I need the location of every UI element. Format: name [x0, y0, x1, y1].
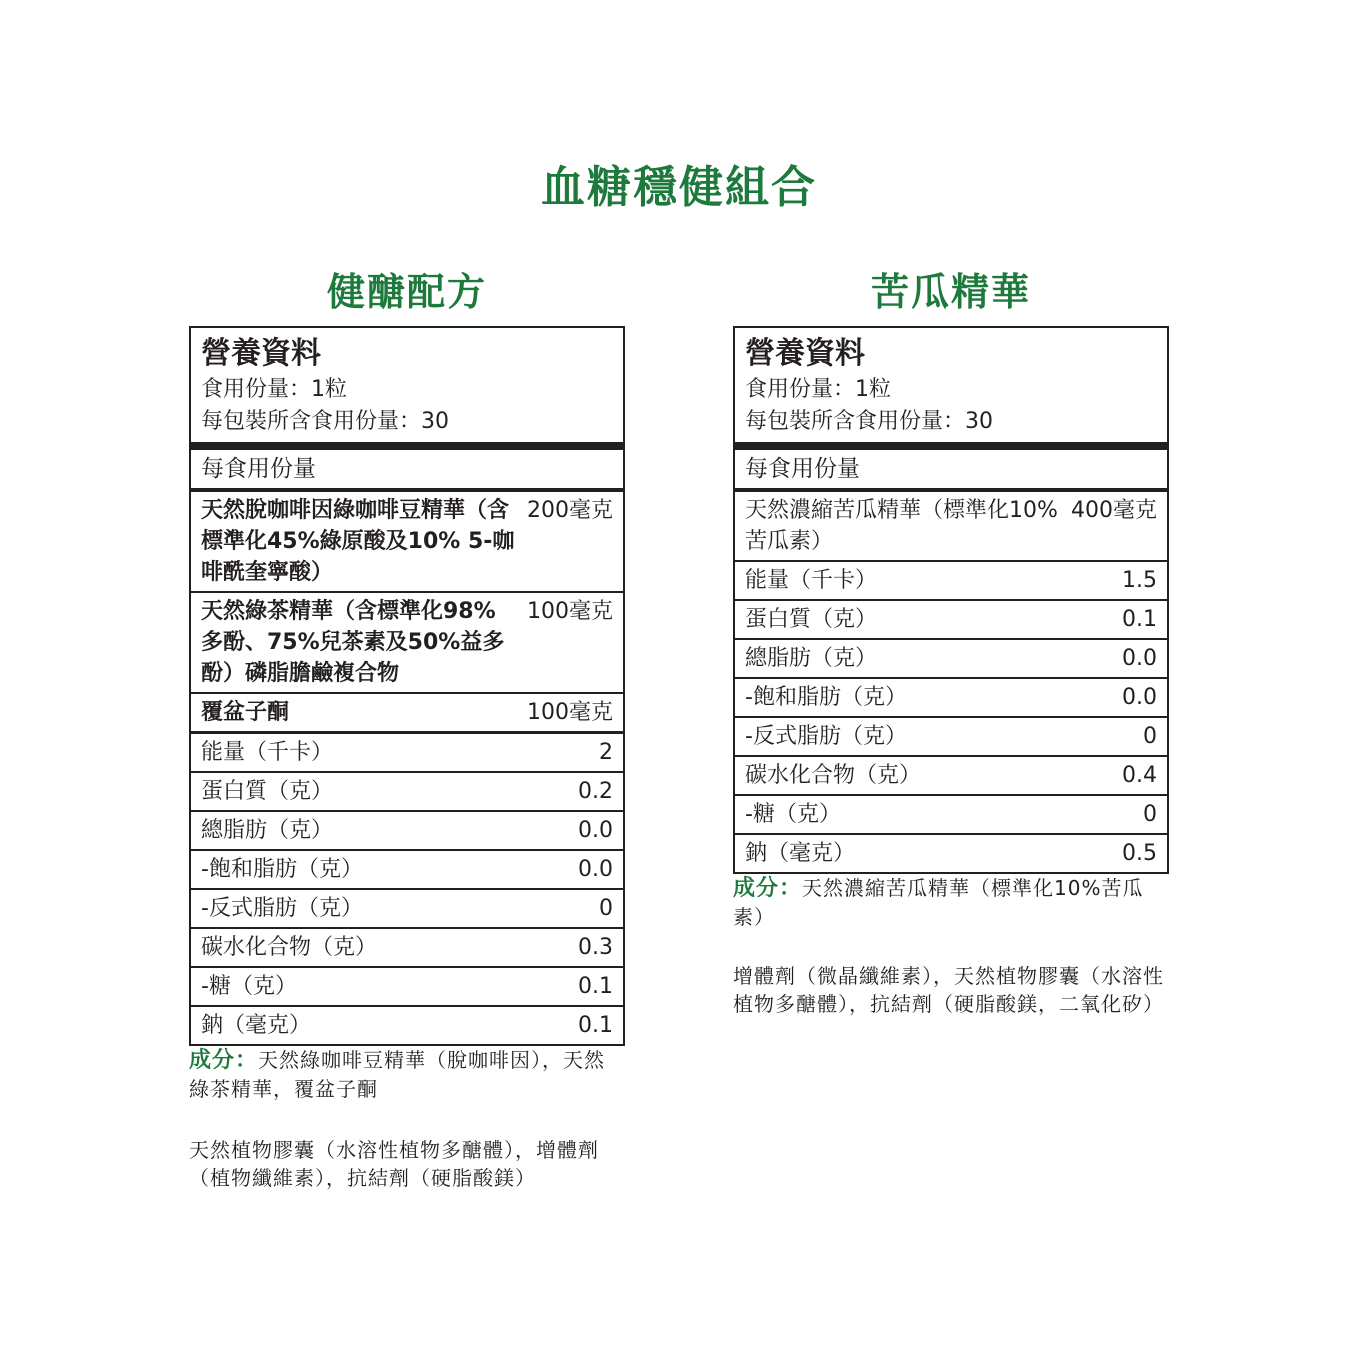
- right-additives-note: 增體劑（微晶纖維素），天然植物膠囊（水溶性植物多醣體），抗結劑（硬脂酸鎂，二氧化矽）: [733, 964, 1164, 1016]
- left-nutrition-panel: [189, 326, 625, 1046]
- left-nutrient-row: [191, 890, 623, 929]
- nutrient-label: 能量（千卡）: [201, 740, 334, 765]
- right-ingredients-label: 成分：: [733, 876, 803, 901]
- ingredient-value: 400毫克: [1071, 498, 1157, 523]
- left-nutrient-row: [191, 851, 623, 890]
- nutrient-label: -糖（克）: [745, 802, 841, 827]
- nutrient-value: 0.1: [1122, 607, 1157, 632]
- nutrient-value: 0.0: [578, 818, 613, 843]
- left-ingredient-row: [191, 694, 623, 734]
- left-additives-note: 天然植物膠囊（水溶性植物多醣體），增體劑（植物纖維素），抗結劑（硬脂酸鎂）: [189, 1138, 599, 1190]
- left-panel-header: [191, 328, 623, 450]
- right-nutrient-row: [735, 640, 1167, 679]
- left-ingredient-row: [191, 492, 623, 593]
- left-serving-size: 食用份量：1粒: [201, 377, 347, 402]
- nutrient-value: 0.4: [1122, 763, 1157, 788]
- nutrient-value: 0.0: [1122, 685, 1157, 710]
- ingredient-value: 100毫克: [527, 700, 613, 725]
- nutrient-value: 0.0: [1122, 646, 1157, 671]
- nutrient-value: 0: [599, 896, 613, 921]
- right-ingredient-row: [735, 492, 1167, 562]
- ingredient-label: 天然綠茶精華（含標準化98%多酚、75%兒茶素及50%益多酚）磷脂膽鹼複合物: [201, 599, 505, 686]
- ingredient-label: 天然脫咖啡因綠咖啡豆精華（含標準化45%綠原酸及10% 5-咖啡酰奎寧酸）: [201, 498, 515, 585]
- nutrient-value: 1.5: [1122, 568, 1157, 593]
- right-servings-per-pack: 每包裝所含食用份量：30: [745, 409, 993, 434]
- nutrient-value: 0: [1143, 802, 1157, 827]
- nutrient-label: 蛋白質（克）: [745, 607, 878, 632]
- nutrient-value: 0.1: [578, 974, 613, 999]
- right-nutrient-row: [735, 835, 1167, 872]
- left-ingredients-label: 成分：: [189, 1048, 259, 1073]
- nutrient-label: -飽和脂肪（克）: [201, 857, 363, 882]
- left-product-title: 健醣配方: [326, 270, 487, 314]
- right-ingredients-text: 天然濃縮苦瓜精華（標準化10%苦瓜素）: [733, 876, 1144, 929]
- ingredient-label: 覆盆子酮: [201, 700, 290, 725]
- nutrient-label: 總脂肪（克）: [201, 818, 334, 843]
- right-ingredients-note: [733, 874, 1169, 931]
- nutrient-value: 0.2: [578, 779, 613, 804]
- nutrient-label: 鈉（毫克）: [745, 841, 856, 866]
- left-ingredient-row: [191, 593, 623, 694]
- nutrient-label: 碳水化合物（克）: [745, 763, 922, 788]
- nutrient-label: 能量（千卡）: [745, 568, 878, 593]
- ingredient-value: 200毫克: [527, 498, 613, 523]
- nutrient-value: 0.5: [1122, 841, 1157, 866]
- nutrient-label: 碳水化合物（克）: [201, 935, 378, 960]
- left-nutrient-row: [191, 1007, 623, 1044]
- right-panel-title: 營養資料: [745, 336, 865, 371]
- nutrient-value: 2: [599, 740, 613, 765]
- nutrient-label: -飽和脂肪（克）: [745, 685, 907, 710]
- ingredient-value: 100毫克: [527, 599, 613, 624]
- left-nutrient-row: [191, 734, 623, 773]
- right-nutrient-row: [735, 679, 1167, 718]
- left-nutrient-row: [191, 968, 623, 1007]
- page-title: 血糖穩健組合: [541, 162, 817, 213]
- right-nutrient-row: [735, 718, 1167, 757]
- right-nutrient-row: [735, 601, 1167, 640]
- right-serving-size: 食用份量：1粒: [745, 377, 891, 402]
- right-nutrition-panel: [733, 326, 1169, 874]
- left-nutrient-row: [191, 812, 623, 851]
- nutrient-label: 鈉（毫克）: [201, 1013, 312, 1038]
- right-nutrient-row: [735, 796, 1167, 835]
- nutrient-value: 0.0: [578, 857, 613, 882]
- nutrient-value: 0.3: [578, 935, 613, 960]
- nutrient-label: -糖（克）: [201, 974, 297, 999]
- left-nutrient-row: [191, 929, 623, 968]
- left-servings-per-pack: 每包裝所含食用份量：30: [201, 409, 449, 434]
- left-panel-title: 營養資料: [201, 336, 321, 371]
- right-panel-header: [735, 328, 1167, 450]
- nutrient-label: -反式脂肪（克）: [745, 724, 907, 749]
- right-product-title: 苦瓜精華: [870, 270, 1031, 314]
- left-per-serving-heading: 每食用份量: [191, 450, 623, 492]
- left-nutrient-row: [191, 773, 623, 812]
- right-nutrient-row: [735, 757, 1167, 796]
- nutrient-value: 0.1: [578, 1013, 613, 1038]
- right-per-serving-heading: 每食用份量: [735, 450, 1167, 492]
- nutrient-label: 總脂肪（克）: [745, 646, 878, 671]
- left-ingredients-text: 天然綠咖啡豆精華（脫咖啡因），天然綠茶精華，覆盆子酮: [189, 1048, 606, 1101]
- ingredient-label: 天然濃縮苦瓜精華（標準化10%苦瓜素）: [745, 498, 1058, 554]
- nutrient-label: 蛋白質（克）: [201, 779, 334, 804]
- nutrient-label: -反式脂肪（克）: [201, 896, 363, 921]
- nutrient-value: 0: [1143, 724, 1157, 749]
- left-ingredients-note: [189, 1046, 625, 1103]
- right-nutrient-row: [735, 562, 1167, 601]
